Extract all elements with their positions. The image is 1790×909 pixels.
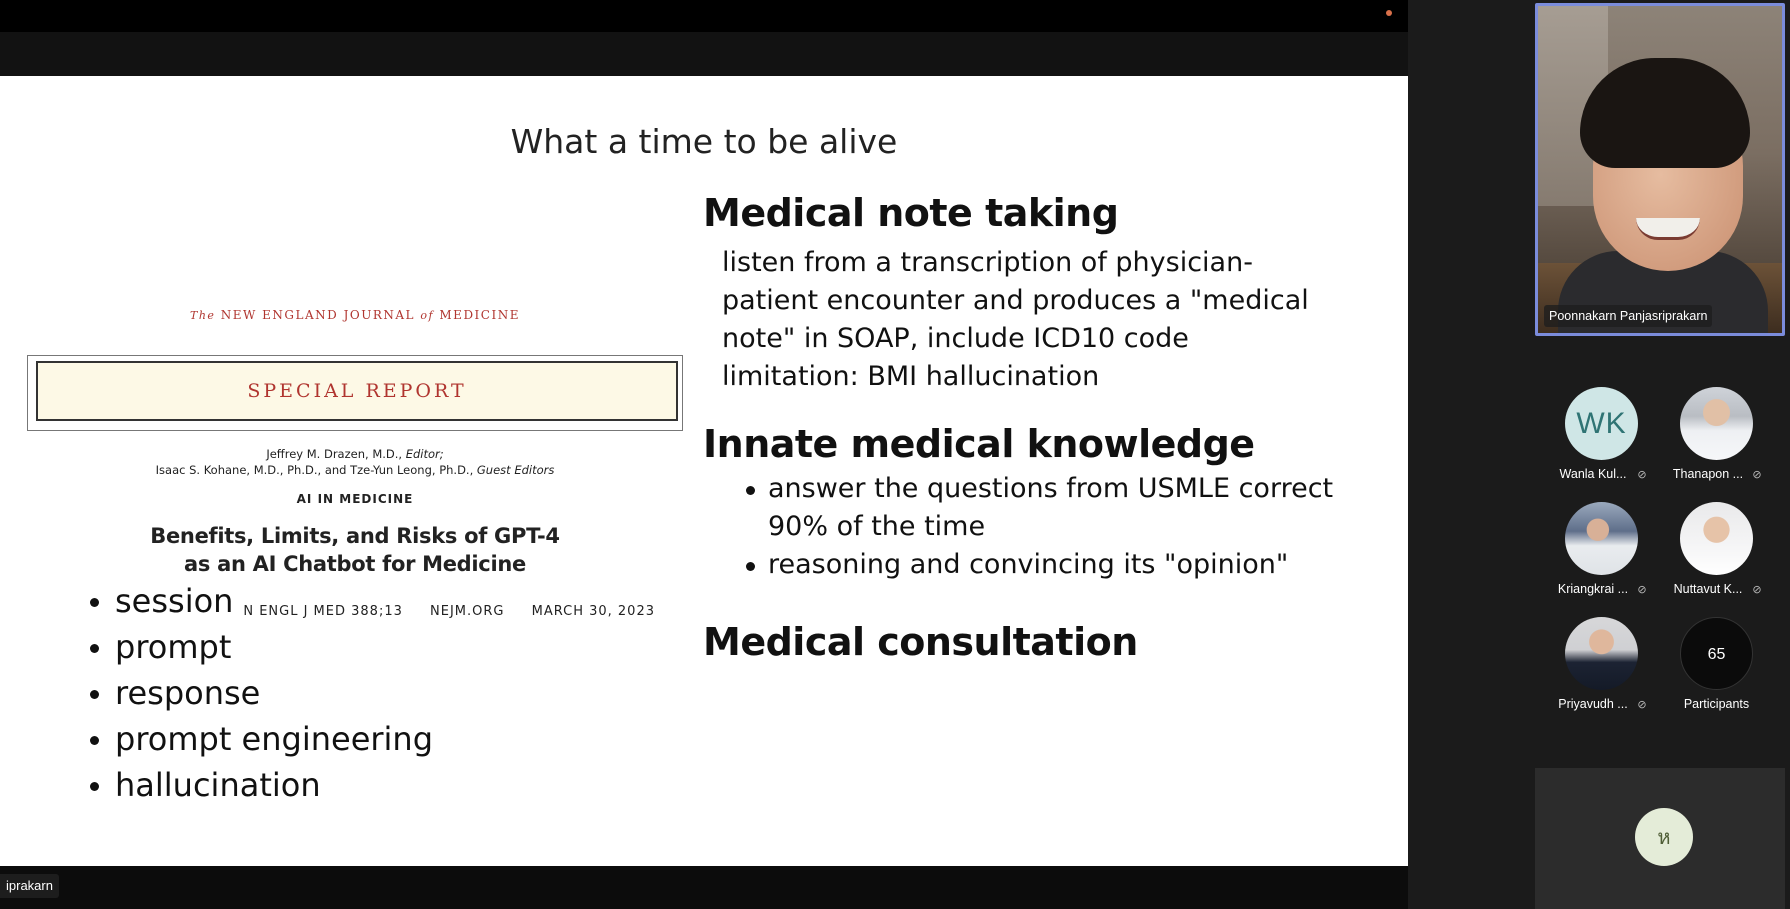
editor-line-1 xyxy=(25,446,685,462)
editor-names-2: Isaac S. Kohane, M.D., Ph.D., and Tze-Yun Leong, Ph.D., xyxy=(155,463,474,477)
special-report-banner xyxy=(27,355,683,431)
heading-medical-note-taking: Medical note taking xyxy=(703,191,1119,235)
paper-title xyxy=(25,522,685,578)
participant-name: Priyavudh ... xyxy=(1558,697,1628,711)
participant-tile[interactable] xyxy=(1544,383,1659,483)
paper-title-line-1: Benefits, Limits, and Risks of GPT-4 xyxy=(150,524,560,548)
list-item: session xyxy=(88,578,433,624)
note-line: limitation: BMI hallucination xyxy=(722,361,1100,392)
participant-tile[interactable] xyxy=(1659,383,1774,483)
active-speaker-video[interactable] xyxy=(1535,3,1785,336)
editor-line-2 xyxy=(25,462,685,478)
participant-name: Nuttavut K... xyxy=(1673,582,1743,596)
journal-name-the: The xyxy=(190,309,216,322)
knowledge-list xyxy=(744,470,1344,584)
participant-tile[interactable] xyxy=(1544,613,1659,713)
citation-site: NEJM.ORG xyxy=(430,604,505,619)
citation-date: MARCH 30, 2023 xyxy=(531,604,655,619)
editor-role-1: Editor; xyxy=(405,447,444,461)
participants-label: Participants xyxy=(1683,697,1750,711)
presenter-name-bar xyxy=(0,866,1408,909)
mic-muted-icon: ⊘ xyxy=(1637,698,1647,711)
toolbar xyxy=(0,32,1408,76)
top-bar xyxy=(0,0,1408,32)
mic-muted-icon: ⊘ xyxy=(1752,468,1762,481)
participants-button[interactable] xyxy=(1659,613,1774,713)
note-line: patient encounter and produces a "medical xyxy=(722,285,1309,316)
mic-muted-icon: ⊘ xyxy=(1752,583,1762,596)
panel-gap xyxy=(1408,0,1532,909)
editor-names-1: Jeffrey M. Drazen, M.D., xyxy=(266,447,403,461)
journal-name-end: MEDICINE xyxy=(439,308,520,322)
journal-name-of: of xyxy=(420,309,435,322)
avatar: ห xyxy=(1635,808,1693,866)
list-item: reasoning and convincing its "opinion" xyxy=(744,546,1344,584)
avatar xyxy=(1565,502,1638,575)
avatar xyxy=(1565,617,1638,690)
presenter-name-label: iprakarn xyxy=(0,874,59,898)
list-item: hallucination xyxy=(88,762,433,808)
special-report-label: SPECIAL REPORT xyxy=(36,361,678,421)
participants-count: 65 xyxy=(1680,617,1753,690)
article-section: AI IN MEDICINE xyxy=(296,492,414,506)
participant-name: Thanapon ... xyxy=(1672,467,1744,481)
avatar xyxy=(1680,502,1753,575)
participant-name: Wanla Kul... xyxy=(1559,467,1627,481)
avatar: WK xyxy=(1565,387,1638,460)
participant-tile[interactable] xyxy=(1544,498,1659,598)
participant-name: Kriangkrai ... xyxy=(1557,582,1629,596)
participant-tile[interactable] xyxy=(1659,498,1774,598)
mic-muted-icon: ⊘ xyxy=(1637,468,1647,481)
list-item: answer the questions from USMLE correct 90% of the time xyxy=(744,470,1344,546)
mic-muted-icon: ⊘ xyxy=(1637,583,1647,596)
speaker-name: Poonnakarn Panjasriprakarn xyxy=(1544,305,1712,327)
journal-name xyxy=(25,308,685,322)
note-line: listen from a transcription of physician- xyxy=(722,247,1253,278)
list-item: prompt engineering xyxy=(88,716,433,762)
list-item: prompt xyxy=(88,624,433,670)
shared-screen xyxy=(0,76,1408,866)
journal-clipping xyxy=(25,226,685,626)
heading-innate-medical-knowledge: Innate medical knowledge xyxy=(703,422,1255,466)
journal-name-main: NEW ENGLAND JOURNAL xyxy=(220,308,416,322)
self-view-tile[interactable] xyxy=(1535,768,1785,909)
list-item: response xyxy=(88,670,433,716)
recording-indicator xyxy=(1386,10,1392,16)
terms-list xyxy=(88,578,433,808)
paper-title-line-2: as an AI Chatbot for Medicine xyxy=(184,552,526,576)
editors xyxy=(25,446,685,478)
citation-ref: N ENGL J MED 388;13 xyxy=(243,604,403,619)
avatar xyxy=(1680,387,1753,460)
editor-role-2: Guest Editors xyxy=(476,463,555,477)
participants-panel xyxy=(1532,0,1790,909)
heading-medical-consultation: Medical consultation xyxy=(703,620,1138,664)
note-line: note" in SOAP, include ICD10 code xyxy=(722,323,1189,354)
note-taking-text xyxy=(722,244,1332,396)
slide-title: What a time to be alive xyxy=(510,122,898,161)
